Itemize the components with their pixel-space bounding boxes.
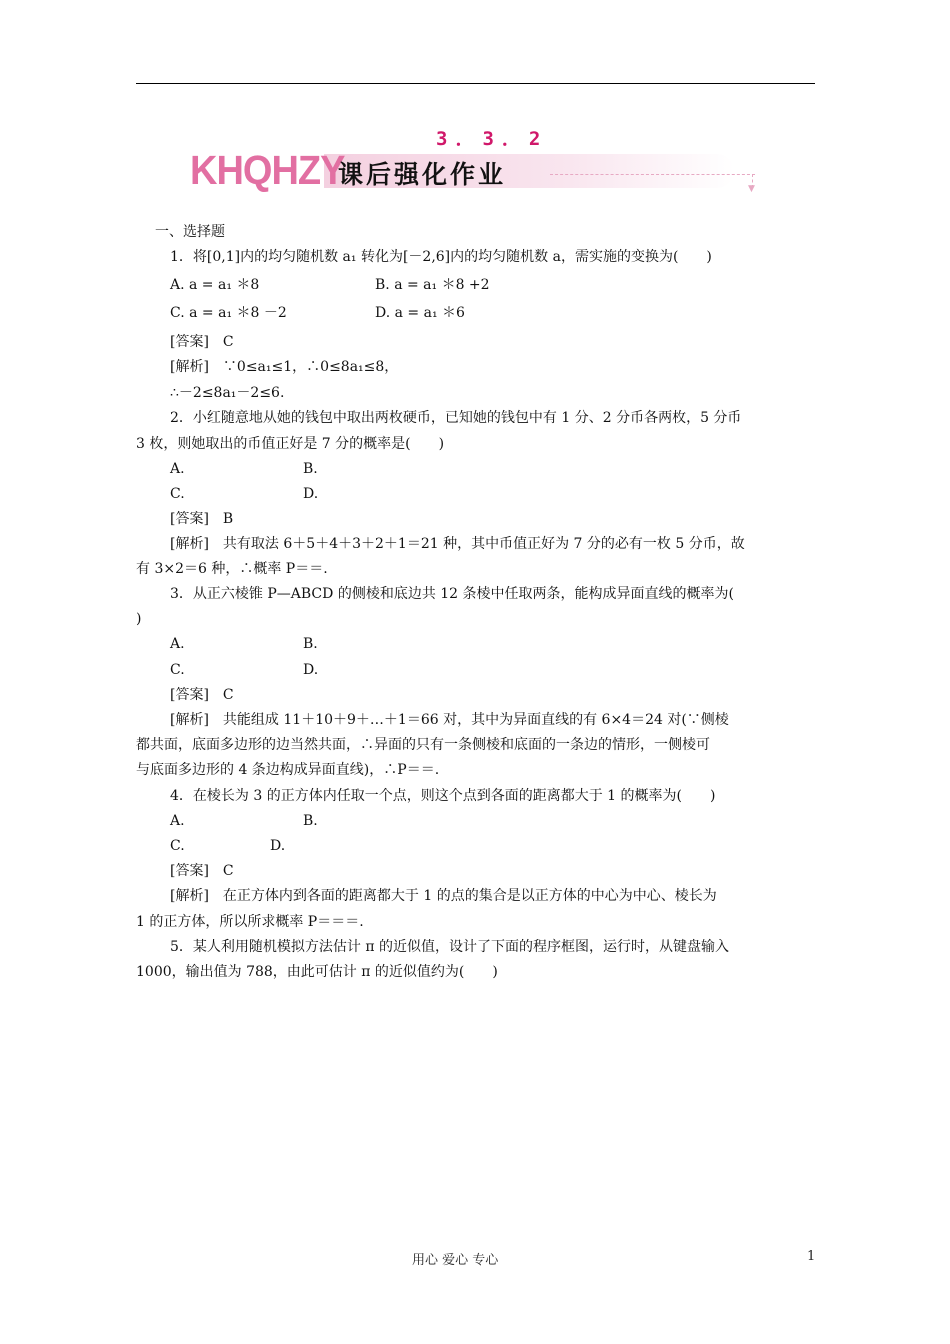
q1-answer: [答案] C (170, 334, 234, 350)
q4-analysis-line-1: [解析] 在正方体内到各面的距离都大于 1 的点的集合是以正方体的中心为中心、棱长为 (170, 888, 717, 904)
question-3-line-2: ) (136, 611, 142, 627)
arrow-down-icon: ▼ (748, 184, 755, 194)
q1-option-b: B. a = a₁ ＊8 +2 (375, 277, 490, 293)
q2-option-d: D. (303, 486, 319, 502)
q2-answer: [答案] B (170, 511, 234, 527)
q3-analysis-line-2: 都共面，底面多边形的边当然共面，∴异面的只有一条侧棱和底面的一条边的情形，一侧棱可 (136, 737, 710, 753)
q3-option-d: D. (303, 662, 319, 678)
q2-analysis-line-2: 有 3×2＝6 种，∴概率 P＝＝. (136, 561, 328, 577)
q3-option-b: B. (303, 636, 318, 652)
q4-option-c: C. (170, 838, 185, 854)
q2-option-a: A. (170, 461, 185, 477)
question-5-line-2: 1000，输出值为 788，由此可估计 π 的近似值约为( ) (136, 964, 498, 980)
q1-analysis-line-1: [解析] ∵0≤a₁≤1，∴0≤8a₁≤8， (170, 359, 399, 375)
q3-option-c: C. (170, 662, 185, 678)
question-4: 4．在棱长为 3 的正方体内任取一个点，则这个点到各面的距离都大于 1 的概率为( ) (170, 788, 716, 804)
q1-analysis-line-2: ∴－2≤8a₁－2≤6. (170, 385, 285, 401)
q1-option-c: C. a = a₁ ＊8 －2 (170, 305, 287, 321)
q4-answer: [答案] C (170, 863, 234, 879)
question-5-line-1: 5．某人利用随机模拟方法估计 π 的近似值，设计了下面的程序框图，运行时，从键盘输入 (170, 939, 730, 955)
q2-analysis-line-1: [解析] 共有取法 6＋5＋4＋3＋2＋1＝21 种，其中币值正好为 7 分的必有一枚 5 分币，故 (170, 536, 745, 552)
footer-motto: 用心 爱心 专心 (412, 1253, 499, 1268)
q4-option-a: A. (170, 813, 185, 829)
q3-analysis-line-3: 与底面多边形的 4 条边构成异面直线)，∴P＝＝. (136, 762, 440, 778)
q2-option-c: C. (170, 486, 185, 502)
dashed-line (550, 174, 755, 175)
q1-option-a: A. a = a₁ ＊8 (170, 277, 260, 293)
q4-option-d: D. (270, 838, 286, 854)
title-banner (190, 148, 790, 192)
q4-analysis-line-2: 1 的正方体，所以所求概率 P＝＝＝. (136, 914, 364, 930)
section-heading: 一、选择题 (155, 224, 225, 240)
header-rule (136, 83, 815, 84)
question-1: 1．将[0,1]内的均匀随机数 a₁ 转化为[－2,6]内的均匀随机数 a，需实施的变换为( ) (170, 249, 712, 265)
question-3-line-1: 3．从正六棱锥 P—ABCD 的侧棱和底边共 12 条棱中任取两条，能构成异面直线的概率为( (170, 586, 734, 602)
question-2-line-2: 3 枚，则她取出的币值正好是 7 分的概率是( ) (136, 436, 445, 452)
q3-answer: [答案] C (170, 687, 234, 703)
q3-option-a: A. (170, 636, 185, 652)
page-number: 1 (807, 1249, 816, 1264)
banner-title: 课后强化作业 (338, 160, 507, 189)
q2-option-b: B. (303, 461, 318, 477)
banner-logo: KHQHZY (190, 148, 345, 194)
q4-option-b: B. (303, 813, 318, 829)
q1-option-d: D. a = a₁ ＊6 (375, 305, 465, 321)
section-number: 3．3．2 (436, 128, 549, 150)
q3-analysis-line-1: [解析] 共能组成 11＋10＋9＋…＋1＝66 对，其中为异面直线的有 6×4＝24 对(∵侧棱 (170, 712, 729, 728)
question-2-line-1: 2．小红随意地从她的钱包中取出两枚硬币，已知她的钱包中有 1 分、2 分币各两枚，5 分币 (170, 410, 742, 426)
